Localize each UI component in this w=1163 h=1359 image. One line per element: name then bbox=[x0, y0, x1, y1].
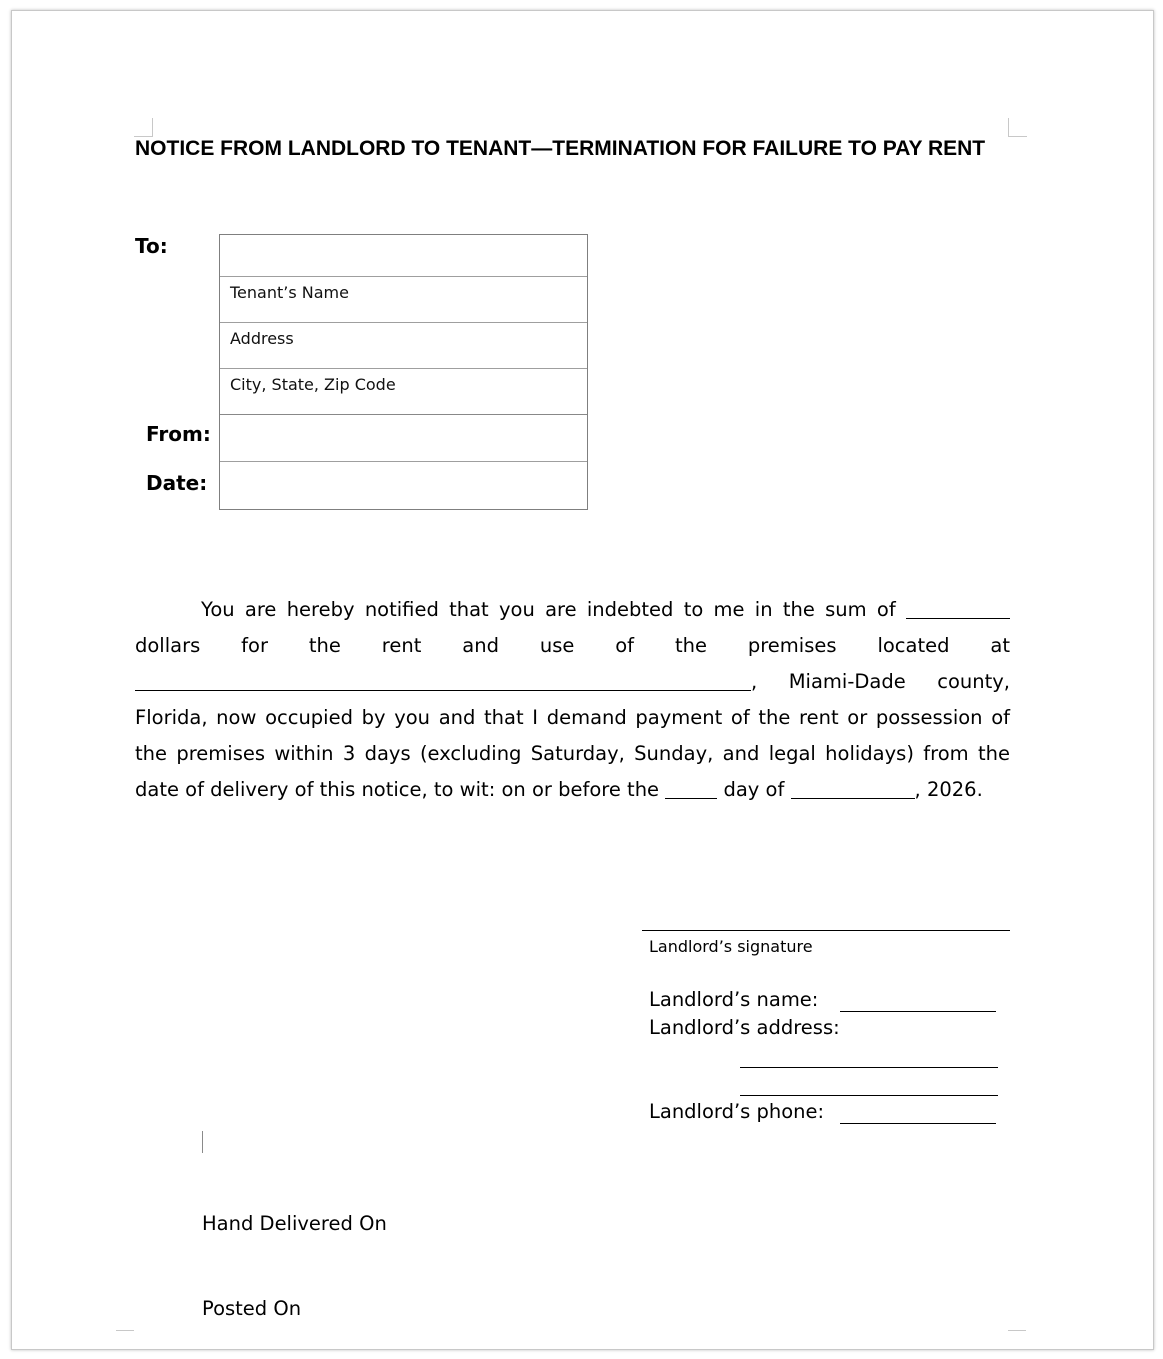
document-title: NOTICE FROM LANDLORD TO TENANT—TERMINATION FOR FAILURE TO PAY RENT bbox=[135, 137, 986, 160]
date-label: Date: bbox=[146, 471, 208, 495]
signature-line[interactable] bbox=[642, 930, 1010, 931]
to-blank-cell[interactable] bbox=[220, 235, 587, 276]
premises-blank[interactable] bbox=[135, 668, 751, 691]
body-word: located bbox=[877, 634, 950, 657]
notice-body: You are hereby notified that you are indebted to me in the sum of dollars for the rent and use of the premises located at , Miami-Dade county, Florida, now occupied by you and that I demand payment of the rent or possession of the premises within 3 days (excluding Saturday, Sunday, and legal holidays) from the date of delivery of this notice, to wit: on or before the day of , 2026. bbox=[135, 592, 1010, 808]
landlord-address-blank-2[interactable] bbox=[740, 1095, 998, 1096]
body-word: and bbox=[462, 634, 499, 657]
tenant-name-label: Tenant’s Name bbox=[230, 283, 349, 302]
date-cell[interactable] bbox=[220, 461, 587, 509]
body-word: at bbox=[990, 634, 1010, 657]
body-word: use bbox=[539, 634, 575, 657]
crop-mark-top-left bbox=[134, 118, 153, 137]
body-line-3: , Miami-Dade county, bbox=[135, 664, 1010, 700]
body-line-1: You are hereby notified that you are indebted to me in the sum of bbox=[135, 592, 1010, 628]
landlord-name-blank[interactable] bbox=[840, 1011, 996, 1012]
from-label: From: bbox=[146, 422, 211, 446]
crop-mark-top-right bbox=[1008, 118, 1027, 137]
body-word: the bbox=[308, 634, 341, 657]
tenant-name-cell[interactable] bbox=[220, 276, 587, 322]
address-table bbox=[219, 234, 588, 510]
address-label: Address bbox=[230, 329, 294, 348]
posted-label: Posted On bbox=[202, 1297, 302, 1320]
hand-delivered-label: Hand Delivered On bbox=[202, 1212, 387, 1235]
body-line-2 bbox=[135, 628, 1010, 664]
landlord-phone-blank[interactable] bbox=[840, 1123, 996, 1124]
body-year: 2026. bbox=[926, 778, 983, 801]
landlord-name-label: Landlord’s name: bbox=[649, 988, 819, 1011]
from-cell[interactable] bbox=[220, 414, 587, 461]
signature-label: Landlord’s signature bbox=[649, 937, 813, 956]
city-state-zip-cell[interactable] bbox=[220, 368, 587, 414]
sum-blank[interactable] bbox=[906, 596, 1010, 619]
crop-mark-bottom-right bbox=[1008, 1330, 1026, 1331]
body-word: the bbox=[674, 634, 707, 657]
body-word: dollars bbox=[135, 634, 201, 657]
text-cursor bbox=[202, 1131, 203, 1153]
landlord-address-blank-1[interactable] bbox=[740, 1067, 998, 1068]
city-state-zip-label: City, State, Zip Code bbox=[230, 375, 396, 394]
address-cell[interactable] bbox=[220, 322, 587, 368]
month-blank[interactable] bbox=[791, 776, 915, 799]
landlord-phone-label: Landlord’s phone: bbox=[649, 1100, 825, 1123]
to-label: To: bbox=[135, 234, 168, 258]
body-word: for bbox=[241, 634, 268, 657]
body-rest: Florida, now occupied by you and that I demand payment of the rent or possession of the premises within 3 days (excluding Saturday, Sunday, and legal holidays) from the date of delivery of this notice, to wit: on or before the bbox=[135, 706, 1010, 801]
day-blank[interactable] bbox=[665, 776, 717, 799]
body-word: of bbox=[615, 634, 635, 657]
body-word: rent bbox=[381, 634, 422, 657]
crop-mark-bottom-left bbox=[116, 1330, 134, 1331]
landlord-address-label: Landlord’s address: bbox=[649, 1016, 840, 1039]
body-word: premises bbox=[747, 634, 837, 657]
